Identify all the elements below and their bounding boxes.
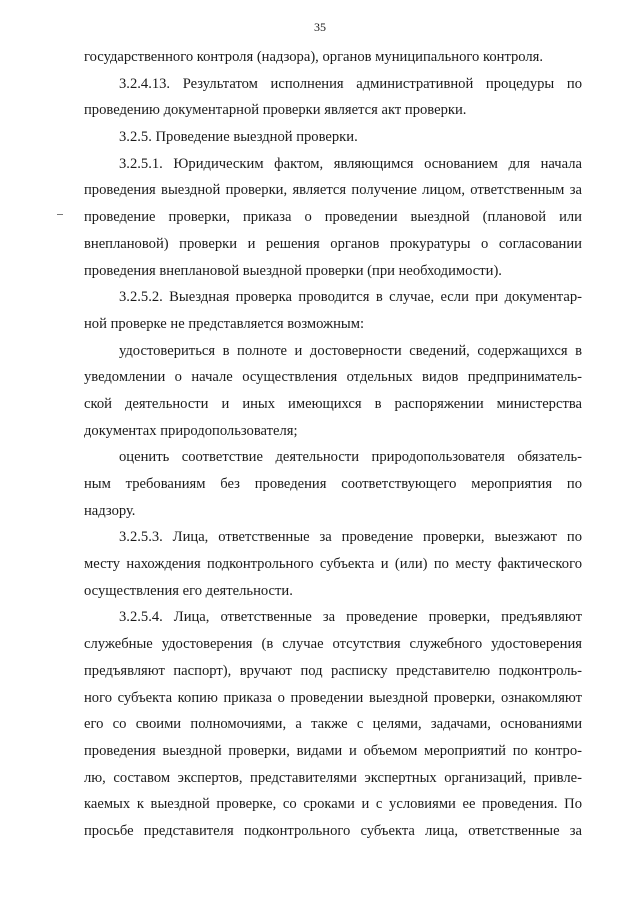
document-body xyxy=(84,44,582,845)
text-line: осуществления его деятельности. xyxy=(84,582,293,599)
text-line: уведомлении о начале осуществления отдельных видов предприниматель- xyxy=(84,369,582,386)
text-line: удостовериться в полноте и достоверности сведений, содержащихся в xyxy=(119,342,582,359)
text-line: 3.2.5.4. Лица, ответственные за проведение проверки, предъявляют xyxy=(119,609,582,626)
text-line: предъявляют паспорт), вручают под расписку представителю подконтроль- xyxy=(84,662,582,679)
text-line: внеплановой) проверки и решения органов прокуратуры о согласовании xyxy=(84,235,582,252)
text-line: государственного контроля (надзора), органов муниципального контроля. xyxy=(84,49,544,65)
text-line: 3.2.4.13. Результатом исполнения административной процедуры по xyxy=(119,75,582,92)
text-line: 3.2.5.3. Лица, ответственные за проведение проверки, выезжают по xyxy=(119,529,582,546)
text-line: 3.2.5.1. Юридическим фактом, являющимся основанием для начала xyxy=(119,155,582,172)
text-line: надзору. xyxy=(84,502,136,519)
text-line: каемых к выездной проверке, со сроками и с условиями ее проведения. По xyxy=(84,796,582,813)
text-line: проведения выездной проверки, видами и объемом мероприятий по контро- xyxy=(84,742,582,759)
text-line: ным требованиям без проведения соответствующего мероприятия по xyxy=(84,476,582,492)
text-line: оценить соответствие деятельности природопользователя обязатель- xyxy=(119,449,582,466)
text-line: лю, составом экспертов, представителями экспертных организаций, привле- xyxy=(84,769,582,786)
text-line: его со своими полномочиями, а также с целями, задачами, основаниями xyxy=(84,716,582,733)
text-line: 3.2.5. Проведение выездной проверки. xyxy=(119,129,358,146)
text-line: проведения внеплановой выездной проверки (при необходимости). xyxy=(84,262,502,279)
text-line: служебные удостоверения (в случае отсутствия служебного удостоверения xyxy=(84,636,582,653)
text-line: ного субъекта копию приказа о проведении выездной проверки, ознакомляют xyxy=(84,689,582,706)
text-line: проведения выездной проверки, является получение лицом, ответственным за xyxy=(84,182,582,199)
text-line: ной проверке не представляется возможным: xyxy=(84,315,365,332)
text-line: 3.2.5.2. Выездная проверка проводится в случае, если при документар- xyxy=(119,289,582,306)
text-line: месту нахождения подконтрольного субъекта и (или) по месту фактического xyxy=(84,556,582,573)
text-line: проведение проверки, приказа о проведении выездной (плановой или xyxy=(84,209,582,226)
text-line: просьбе представителя подконтрольного субъекта лица, ответственные за xyxy=(84,822,582,839)
margin-mark xyxy=(57,214,63,215)
text-line: документах природопользователя; xyxy=(84,422,298,439)
page-number: 35 xyxy=(314,20,326,34)
text-line: ской деятельности и иных имеющихся в распоряжении министерства xyxy=(84,395,582,412)
text-line: проведению документарной проверки является акт проверки. xyxy=(84,102,467,119)
